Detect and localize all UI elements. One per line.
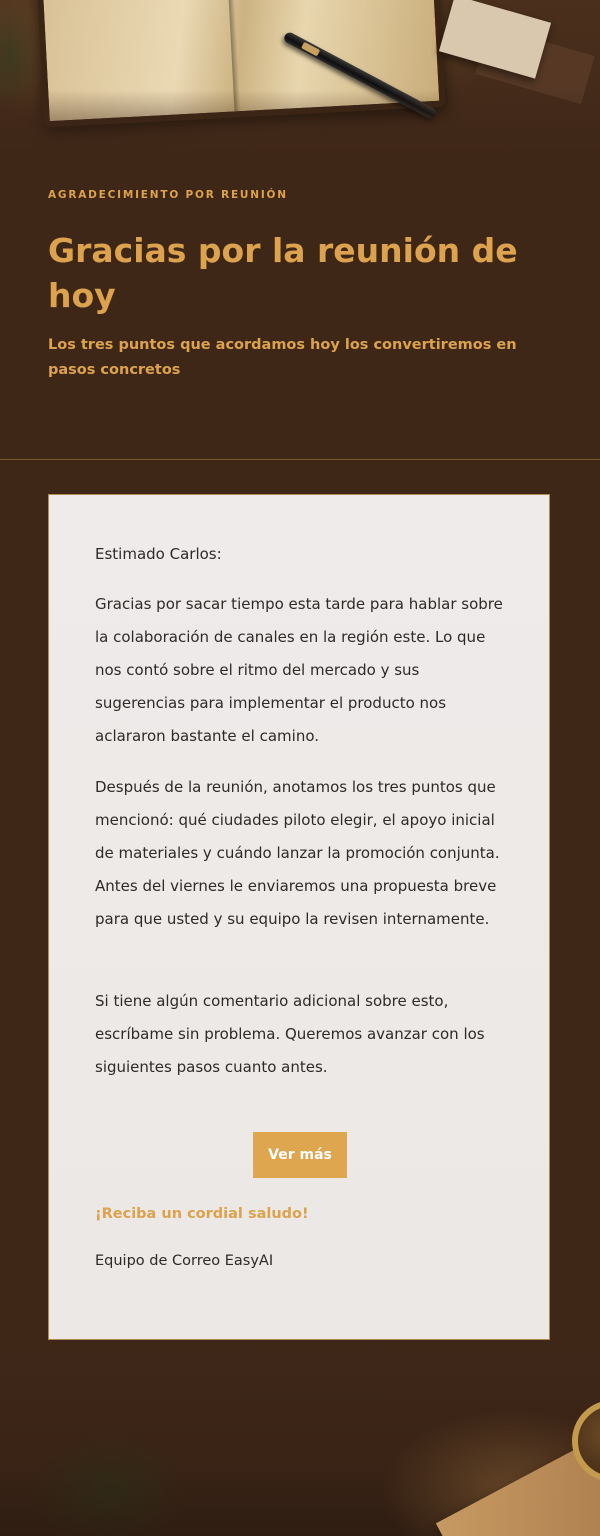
body-paragraph: Gracias por sacar tiempo esta tarde para hablar sobre la colaboración de canales en la región este. Lo que nos contó sobre el ritmo del mercado y sus sugerencias para implementar el producto nos aclararon bastante el camino. xyxy=(95,595,503,745)
header-photo xyxy=(0,0,600,170)
signature: Equipo de Correo EasyAI xyxy=(95,1253,274,1269)
closing-line: ¡Reciba un cordial saludo! xyxy=(95,1206,309,1222)
ver-mas-button[interactable]: Ver más xyxy=(253,1132,347,1178)
footer-photo xyxy=(0,1340,600,1536)
letter-card xyxy=(48,494,550,1340)
eyebrow-label: AGRADECIMIENTO POR REUNIÓN xyxy=(48,189,288,201)
header-divider xyxy=(0,459,600,460)
body-paragraph: Después de la reunión, anotamos los tres puntos que mencionó: qué ciudades piloto elegir, el apoyo inicial de materiales y cuándo lanzar la promoción conjunta. Antes del viernes le enviaremos una propuesta breve para que usted y su equipo la revisen internamente. xyxy=(95,778,500,928)
email-subtitle: Los tres puntos que acordamos hoy los convertiremos en pasos concretos xyxy=(48,337,517,378)
plant-shadow-decoration xyxy=(30,1430,190,1536)
header-fade xyxy=(0,90,600,170)
email-title: Gracias por la reunión de hoy xyxy=(48,231,518,315)
body-paragraph: Si tiene algún comentario adicional sobre esto, escríbame sin problema. Queremos avanzar con los siguientes pasos cuanto antes. xyxy=(95,992,485,1076)
greeting: Estimado Carlos: xyxy=(95,545,222,563)
note-card-image xyxy=(439,0,551,79)
